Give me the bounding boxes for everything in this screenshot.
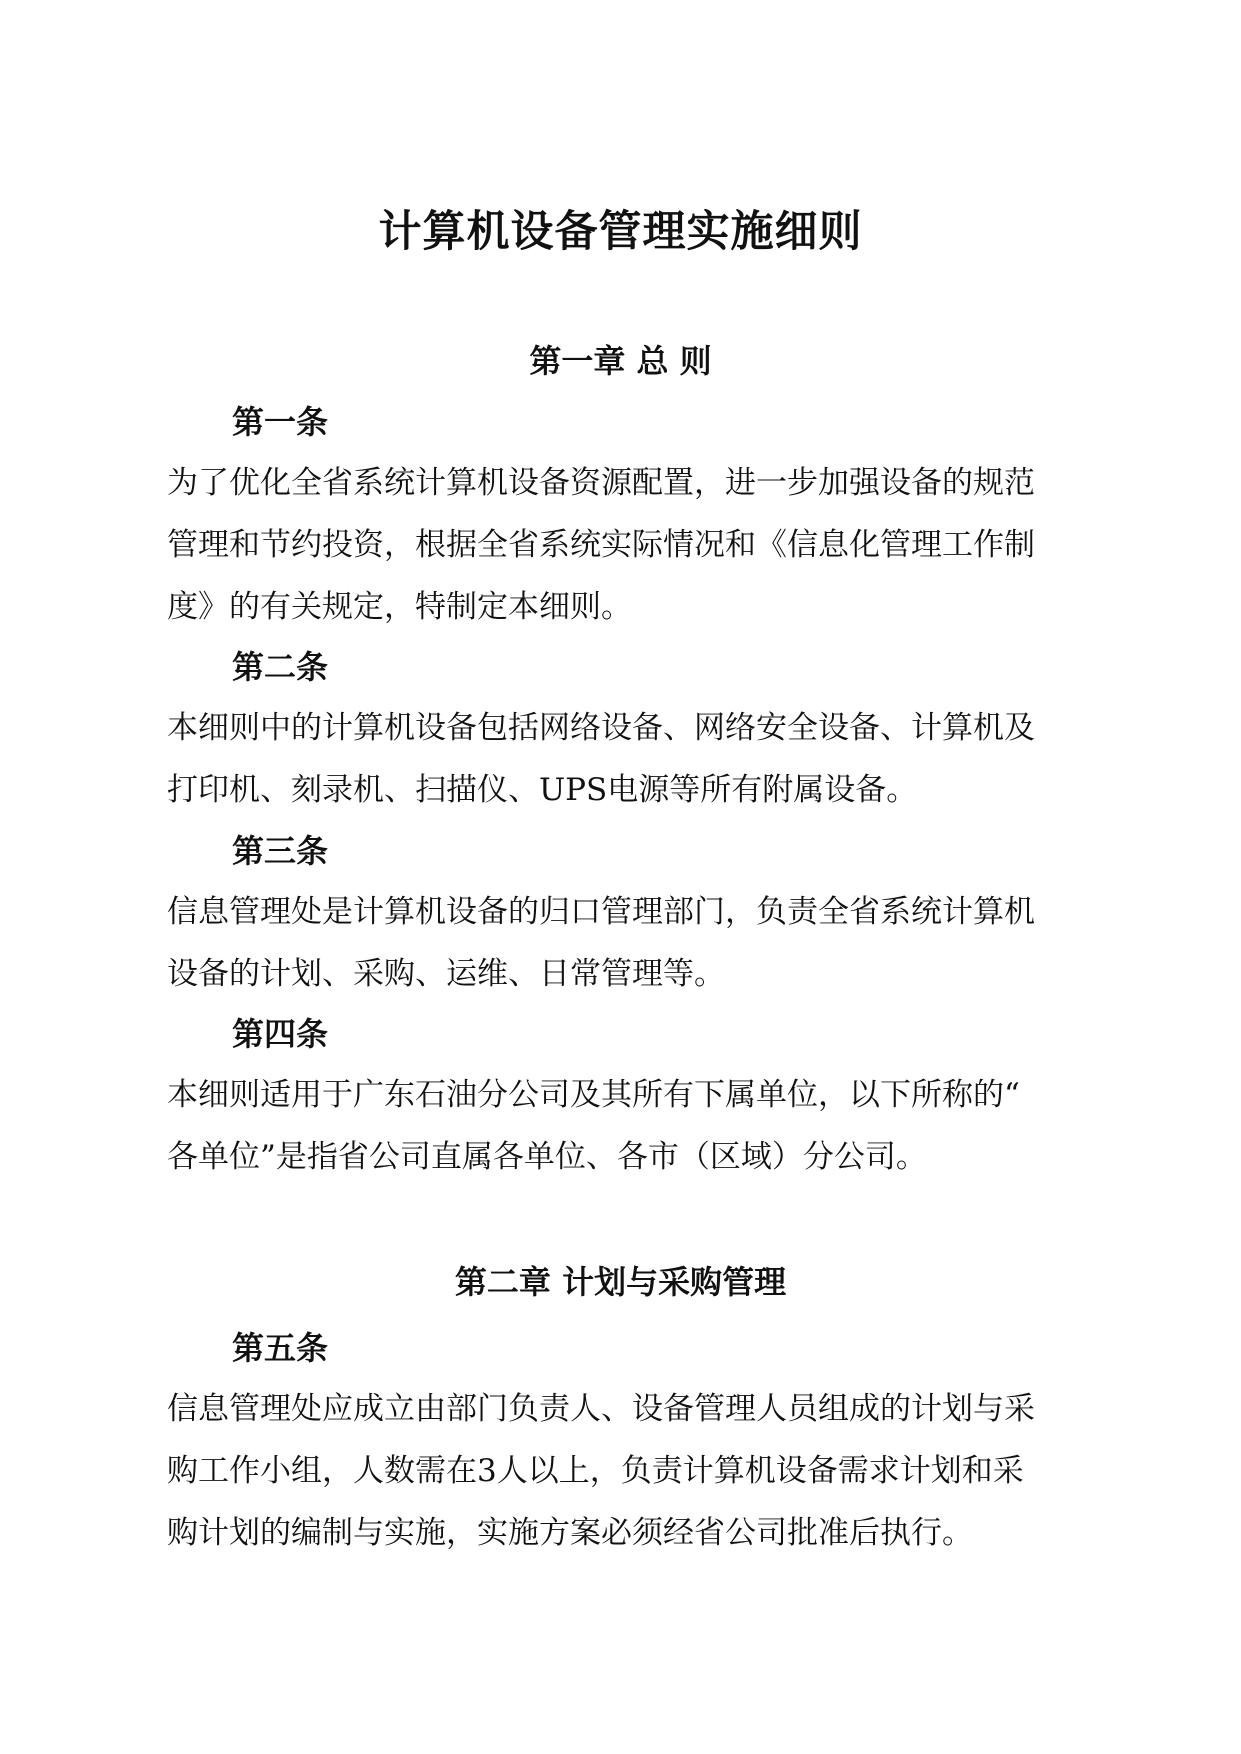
text-line: 本细则中的计算机设备包括网络设备、网络安全设备、计算机及 [167, 710, 1035, 746]
chapter-heading: 第一章 总 则 [529, 342, 712, 380]
text-line: 购工作小组，人数需在3人以上，负责计算机设备需求计划和采 [167, 1453, 1024, 1489]
document-title: 计算机设备管理实施细则 [378, 207, 863, 257]
text-line: 打印机、刻录机、扫描仪、UPS电源等所有附属设备。 [167, 772, 918, 808]
article-body [167, 452, 1075, 638]
text-line: 各单位”是指省公司直属各单位、各市（区域）分公司。 [167, 1139, 927, 1175]
article-label: 第五条 [232, 1329, 329, 1367]
text-line: 度》的有关规定，特制定本细则。 [167, 589, 632, 625]
article-label: 第三条 [232, 832, 329, 870]
text-line: 信息管理处是计算机设备的归口管理部门，负责全省系统计算机 [167, 894, 1035, 930]
article-body [167, 881, 1075, 1005]
text-line: 本细则适用于广东石油分公司及其所有下属单位，以下所称的“ [167, 1077, 1020, 1113]
text-line: 设备的计划、采购、运维、日常管理等。 [167, 956, 725, 992]
text-line: 信息管理处应成立由部门负责人、设备管理人员组成的计划与采 [167, 1391, 1035, 1427]
text-line: 为了优化全省系统计算机设备资源配置，进一步加强设备的规范 [167, 465, 1035, 501]
chapter-heading: 第二章 计划与采购管理 [454, 1263, 787, 1301]
article-body [167, 1064, 1075, 1188]
text-line: 购计划的编制与实施，实施方案必须经省公司批准后执行。 [167, 1515, 973, 1551]
article-body [167, 1378, 1075, 1564]
article-body [167, 697, 1075, 821]
article-label: 第二条 [232, 648, 329, 686]
text-line: 管理和节约投资，根据全省系统实际情况和《信息化管理工作制 [167, 527, 1035, 563]
article-label: 第一条 [232, 403, 329, 441]
article-label: 第四条 [232, 1015, 329, 1053]
